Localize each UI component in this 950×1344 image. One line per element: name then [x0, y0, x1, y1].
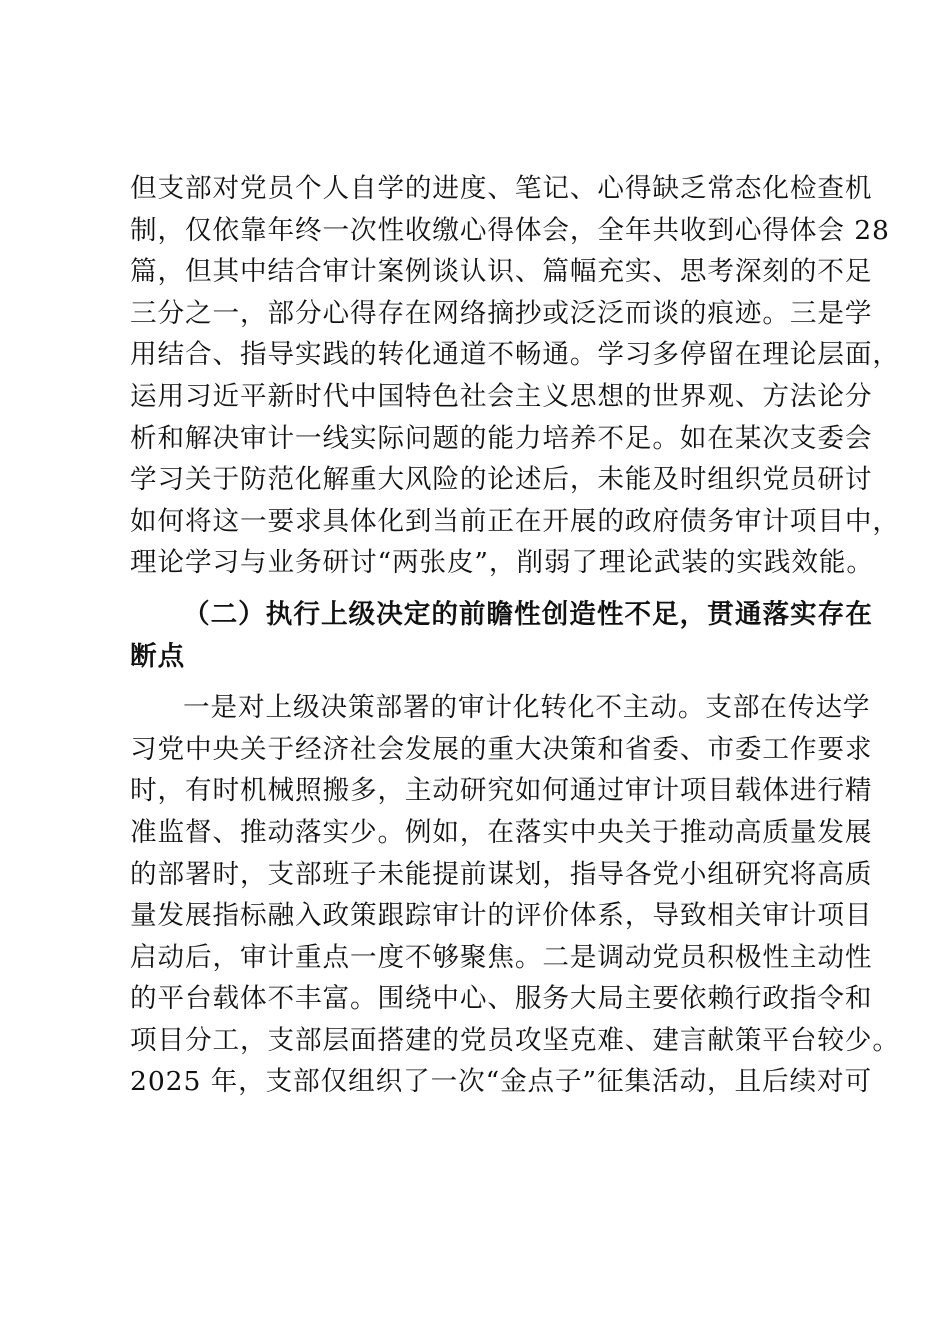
text-line: 量发展指标融入政策跟踪审计的评价体系，导致相关审计项目 — [130, 900, 873, 932]
text-line: 习党中央关于经济社会发展的重大决策和省委、市委工作要求 — [130, 733, 873, 765]
text-line: 2025 年，支部仅组织了一次“金点子”征集活动，且后续对可 — [130, 1066, 872, 1098]
heading-line: （二）执行上级决定的前瞻性创造性不足，贯通落实存在 — [183, 598, 873, 630]
paragraph-continued — [130, 168, 900, 584]
text-line: 用结合、指导实践的转化通道不畅通。学习多停留在理论层面， — [130, 339, 900, 371]
text-line: 时，有时机械照搬多，主动研究如何通过审计项目载体进行精 — [130, 775, 873, 807]
text-line: 篇，但其中结合审计案例谈认识、篇幅充实、思考深刻的不足 — [130, 256, 873, 288]
text-line: 三分之一，部分心得存在网络摘抄或泛泛而谈的痕迹。三是学 — [130, 297, 873, 329]
text-line: 但支部对党员个人自学的进度、笔记、心得缺乏常态化检查机 — [130, 173, 873, 204]
text-line: 学习关于防范化解重大风险的论述后，未能及时组织党员研讨 — [130, 464, 873, 496]
text-line: 启动后，审计重点一度不够聚焦。二是调动党员积极性主动性 — [130, 941, 873, 973]
document-body — [130, 168, 900, 1103]
section-heading — [130, 594, 873, 677]
paragraph-2 — [130, 687, 900, 1103]
text-line: 一是对上级决策部署的审计化转化不主动。支部在传达学 — [183, 692, 871, 724]
heading-line: 断点 — [130, 640, 186, 672]
text-line: 的部署时，支部班子未能提前谋划，指导各党小组研究将高质 — [130, 858, 873, 890]
text-line: 项目分工，支部层面搭建的党员攻坚克难、建言献策平台较少。 — [130, 1024, 900, 1056]
text-line: 析和解决审计一线实际问题的能力培养不足。如在某次支委会 — [130, 422, 873, 454]
text-line: 如何将这一要求具体化到当前正在开展的政府债务审计项目中， — [130, 505, 900, 537]
text-line: 运用习近平新时代中国特色社会主义思想的世界观、方法论分 — [130, 380, 873, 412]
text-line: 理论学习与业务研讨“两张皮”，削弱了理论武装的实践效能。 — [130, 547, 874, 579]
text-line: 的平台载体不丰富。围绕中心、服务大局主要依赖行政指令和 — [130, 983, 873, 1015]
text-line: 准监督、推动落实少。例如，在落实中央关于推动高质量发展 — [130, 816, 873, 848]
text-line: 制，仅依靠年终一次性收缴心得体会，全年共收到心得体会 28 — [130, 214, 890, 246]
